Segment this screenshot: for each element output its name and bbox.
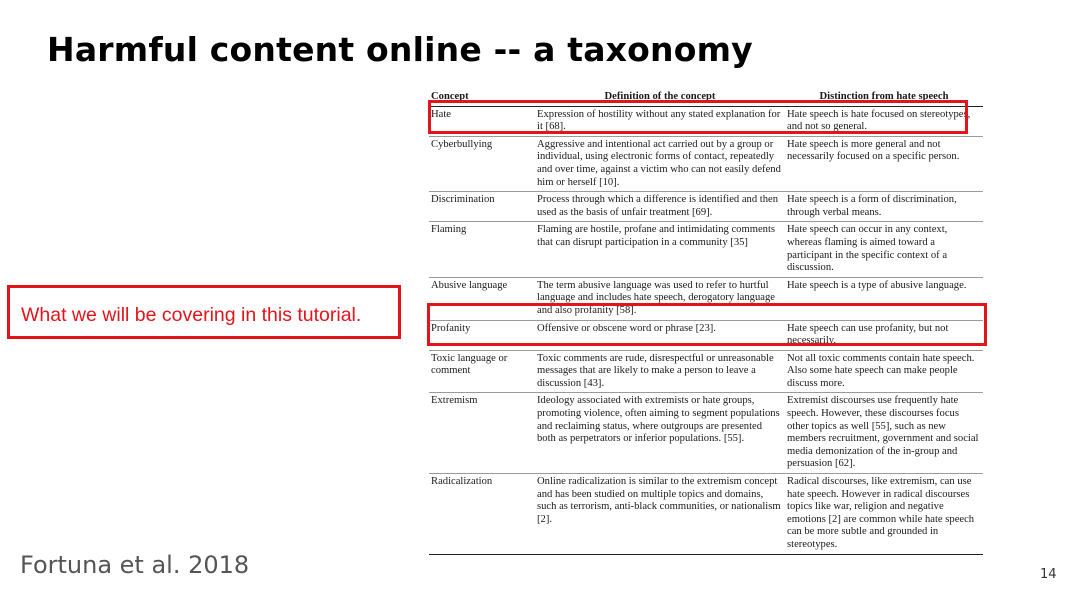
cell-distinction: Hate speech is a type of abusive language. <box>785 277 983 320</box>
table-row-hate <box>429 106 983 136</box>
cell-definition: Aggressive and intentional act carried out by a group or individual, using electronic forms of contact, repeatedly and over time, against a victim who can not easily defend him or herself [10]. <box>535 136 785 191</box>
cell-definition: Expression of hostility without any stated explanation for it [68]. <box>535 106 785 136</box>
cell-distinction: Hate speech can use profanity, but not necessarily. <box>785 320 983 350</box>
cell-definition: Toxic comments are rude, disrespectful or unreasonable messages that are likely to make a person to leave a discussion [43]. <box>535 350 785 393</box>
table-row-flaming <box>429 222 983 277</box>
cell-concept: Abusive language <box>429 277 535 320</box>
header-distinction: Distinction from hate speech <box>785 90 983 106</box>
table-row-extremism <box>429 393 983 474</box>
header-definition: Definition of the concept <box>535 90 785 106</box>
cell-distinction: Hate speech is a form of discrimination, through verbal means. <box>785 192 983 222</box>
cell-concept: Hate <box>429 106 535 136</box>
table-row-discrimination <box>429 192 983 222</box>
callout-text: What we will be covering in this tutorial. <box>21 304 362 326</box>
cell-definition: Process through which a difference is identified and then used as the basis of unfair treatment [69]. <box>535 192 785 222</box>
page-number: 14 <box>1040 567 1057 582</box>
header-concept: Concept <box>429 90 535 106</box>
cell-distinction: Hate speech is more general and not necessarily focused on a specific person. <box>785 136 983 191</box>
table-header-row <box>429 90 983 106</box>
cell-concept: Toxic language or comment <box>429 350 535 393</box>
slide-title: Harmful content online -- a taxonomy <box>47 30 753 69</box>
cell-concept: Discrimination <box>429 192 535 222</box>
table-row-toxic-language <box>429 350 983 393</box>
cell-definition: Offensive or obscene word or phrase [23]. <box>535 320 785 350</box>
cell-distinction: Extremist discourses use frequently hate speech. However, these discourses focus other topics as well [55], such as new members recruitment, government and social media demonization of the in-group and persuasion [62]. <box>785 393 983 474</box>
cell-definition: Ideology associated with extremists or hate groups, promoting violence, often aiming to segment populations and reclaiming status, where outgroups are presented both as perpetrators or inferior populations. [55]. <box>535 393 785 474</box>
table-row-abusive-language <box>429 277 983 320</box>
cell-concept: Flaming <box>429 222 535 277</box>
table-row-cyberbullying <box>429 136 983 191</box>
cell-distinction: Radical discourses, like extremism, can use hate speech. However in radical discourses topics like war, religion and negative emotions [2] are common while hate speech can be more subtle and grounded in stereotypes. <box>785 474 983 555</box>
cell-distinction: Not all toxic comments contain hate speech. Also some hate speech can make people discuss more. <box>785 350 983 393</box>
cell-definition: Online radicalization is similar to the extremism concept and has been studied on multiple topics and domains, such as terrorism, anti-black communities, or nationalism [2]. <box>535 474 785 555</box>
tutorial-scope-callout <box>7 285 401 339</box>
cell-definition: Flaming are hostile, profane and intimidating comments that can disrupt participation in a community [35] <box>535 222 785 277</box>
table-row-radicalization <box>429 474 983 555</box>
cell-concept: Cyberbullying <box>429 136 535 191</box>
taxonomy-table <box>429 90 983 555</box>
cell-concept: Extremism <box>429 393 535 474</box>
cell-concept: Radicalization <box>429 474 535 555</box>
cell-concept: Profanity <box>429 320 535 350</box>
cell-definition: The term abusive language was used to refer to hurtful language and includes hate speech, derogatory language and also profanity [58]. <box>535 277 785 320</box>
taxonomy-table-image <box>425 88 987 587</box>
cell-distinction: Hate speech can occur in any context, whereas flaming is aimed toward a participant in the specific context of a discussion. <box>785 222 983 277</box>
citation: Fortuna et al. 2018 <box>20 551 250 579</box>
cell-distinction: Hate speech is hate focused on stereotypes, and not so general. <box>785 106 983 136</box>
table-row-profanity <box>429 320 983 350</box>
